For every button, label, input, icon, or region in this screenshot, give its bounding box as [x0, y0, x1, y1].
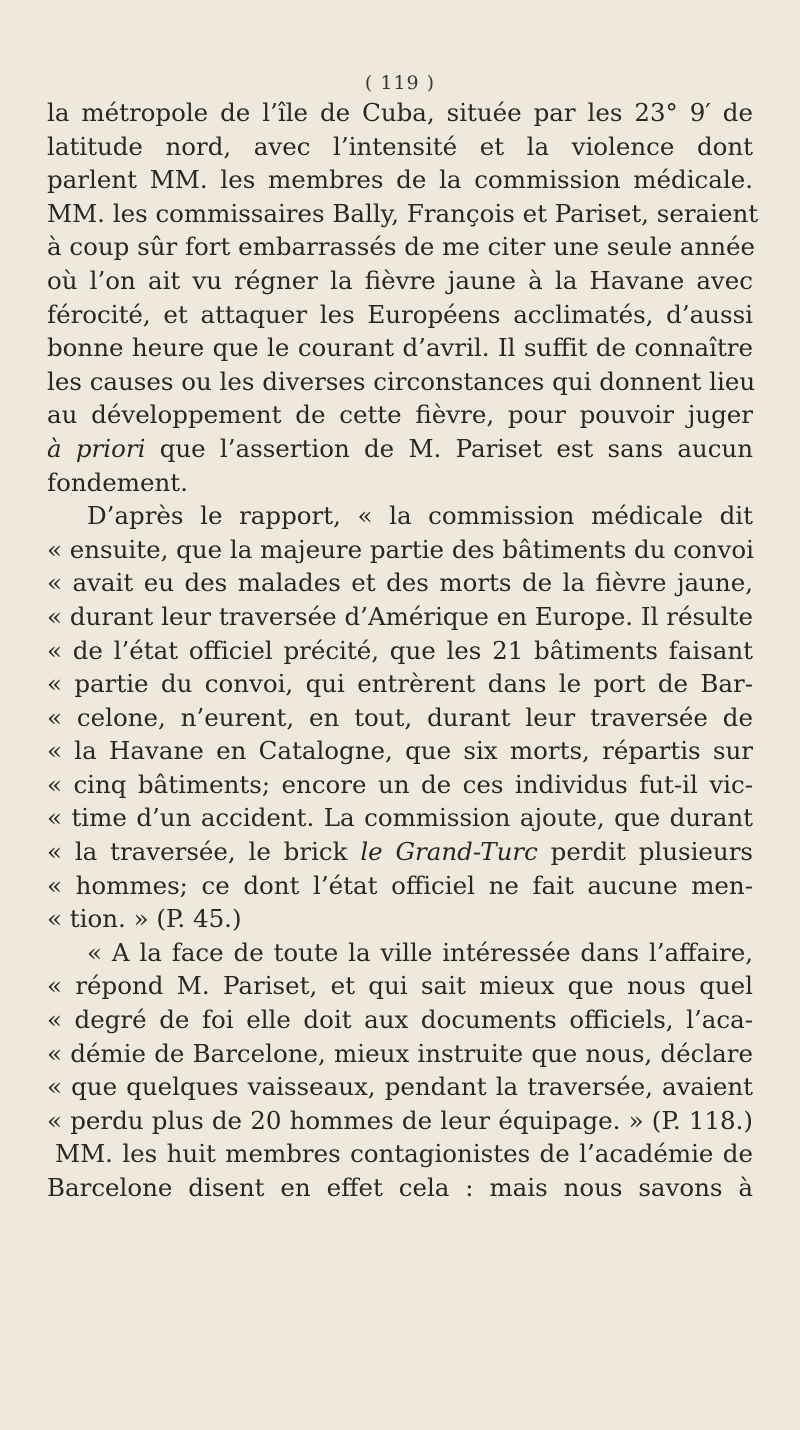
- italic-phrase: le Grand-Turc: [360, 837, 538, 867]
- text-line: fondement.: [47, 467, 188, 497]
- text-line: [47, 432, 753, 466]
- paragraph-start: D’après le rapport, « la commission médicale dit: [87, 501, 753, 531]
- paragraph-start: « A la face de toute la ville intéressée dans l’affaire,: [87, 937, 753, 967]
- page-number: ( 119 ): [364, 72, 436, 94]
- text-line: « tion. » (P. 45.): [47, 904, 242, 934]
- text-line: « durant leur traversée d’Amérique en Europe. Il résulte: [47, 601, 753, 631]
- text-run: perdit plusieurs: [537, 837, 753, 867]
- text-line: « avait eu des malades et des morts de la fièvre jaune,: [47, 568, 753, 598]
- text-line: « de l’état officiel précité, que les 21 bâtiments faisant: [47, 635, 753, 665]
- text-line: « que quelques vaisseaux, pendant la traversée, avaient: [47, 1072, 753, 1102]
- text-line: latitude nord, avec l’intensité et la violence dont: [47, 131, 753, 161]
- text-line: « time d’un accident. La commission ajoute, que durant: [47, 803, 753, 833]
- text-line: MM. les commissaires Bally, François et Pariset, seraient: [47, 198, 759, 228]
- italic-phrase: à priori: [47, 433, 146, 463]
- text-line: la métropole de l’île de Cuba, située par les 23° 9′ de: [47, 98, 753, 127]
- text-line: Barcelone disent en effet cela : mais nous savons à: [47, 1173, 753, 1202]
- text-line: au développement de cette fièvre, pour pouvoir juger: [47, 400, 753, 430]
- text-line: les causes ou les diverses circonstances qui donnent lieu: [47, 366, 756, 396]
- text-line: « la Havane en Catalogne, que six morts, répartis sur: [47, 736, 753, 766]
- text-line: [47, 835, 753, 869]
- text-line: « démie de Barcelone, mieux instruite que nous, déclare: [47, 1038, 753, 1068]
- text-run: que l’assertion de M. Pariset est sans aucun: [145, 433, 753, 463]
- text-line: MM. les huit membres contagionistes de l’académie de: [55, 1139, 753, 1169]
- text-line: « hommes; ce dont l’état officiel ne fait aucune men-: [47, 870, 753, 900]
- text-line: « ensuite, que la majeure partie des bâtiments du convoi: [47, 534, 754, 564]
- text-line: à coup sûr fort embarrassés de me citer une seule année: [47, 232, 756, 262]
- text-line: « partie du convoi, qui entrèrent dans le port de Bar-: [47, 669, 753, 699]
- text-line: « cinq bâtiments; encore un de ces individus fut-il vic-: [47, 769, 753, 799]
- body-text: [47, 96, 759, 1205]
- text-line: parlent MM. les membres de la commission médicale.: [47, 165, 753, 195]
- text-line: « perdu plus de 20 hommes de leur équipage. » (P. 118.): [47, 1105, 753, 1135]
- text-line: « degré de foi elle doit aux documents officiels, l’aca-: [47, 1005, 753, 1035]
- text-line: bonne heure que le courant d’avril. Il suffit de connaître: [47, 333, 753, 363]
- text-line: « celone, n’eurent, en tout, durant leur traversée de: [47, 702, 753, 732]
- text-line: où l’on ait vu régner la fièvre jaune à la Havane avec: [47, 265, 753, 295]
- text-line: « répond M. Pariset, et qui sait mieux que nous quel: [47, 971, 753, 1001]
- text-line: férocité, et attaquer les Européens acclimatés, d’aussi: [47, 299, 753, 329]
- text-run: « la traversée, le brick: [47, 837, 361, 867]
